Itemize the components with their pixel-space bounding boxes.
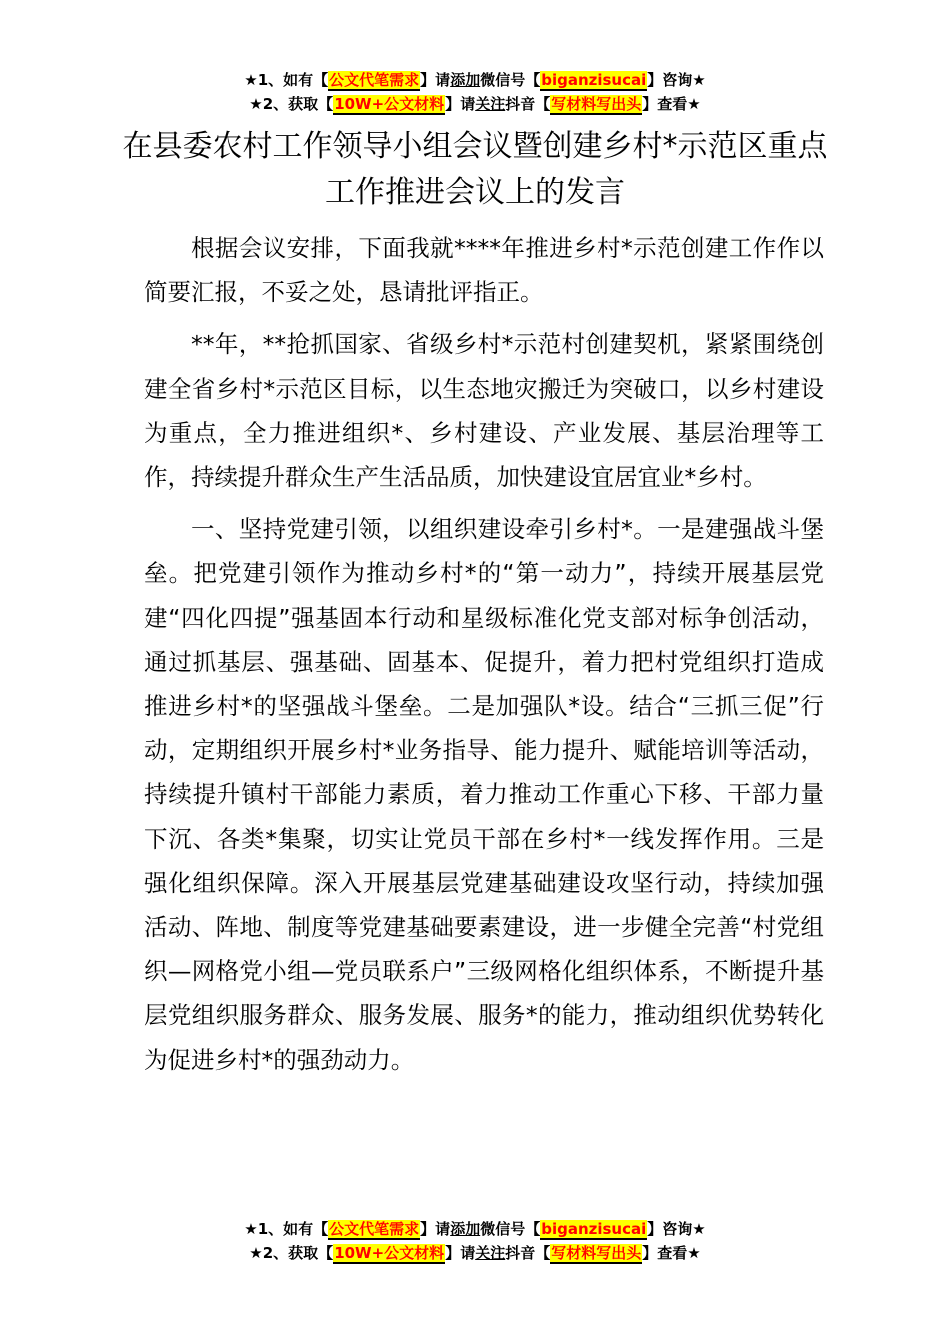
- paragraph-overview: **年，**抢抓国家、省级乡村*示范村创建契机，紧紧围绕创建全省乡村*示范区目标，以生态地灾搬迁为突破口，以乡村建设为重点，全力推进组织*、乡村建设、产业发展、基层治理等工作，持续提升群众生产生活品质，加快建设宜居宜业*乡村。: [144, 330, 824, 492]
- banner-line-1: ★1、如有【公文代笔需求】请添加微信号【biganzisucai】咨询★: [244, 1220, 706, 1238]
- document-title: 在县委农村工作领导小组会议暨创建乡村*示范区重点工作推进会议上的发言: [122, 129, 828, 210]
- banner-line-1: ★1、如有【公文代笔需求】请添加微信号【biganzisucai】咨询★: [244, 71, 706, 89]
- paragraph-intro: 根据会议安排，下面我就****年推进乡村*示范创建工作作以简要汇报，不妥之处，恳请批评指正。: [144, 234, 824, 307]
- banner-underlined-follow: 关注: [475, 95, 506, 113]
- document-body: [144, 226, 824, 1090]
- banner-highlight-materials: 10W+公文材料: [334, 95, 445, 113]
- paragraph-section-one: 一、坚持党建引领，以组织建设牵引乡村*。一是建强战斗堡垒。把党建引领作为推动乡村*的“第一动力”，持续开展基层党建“四化四提”强基固本行动和星级标准化党支部对标争创活动，通过抓基层、强基础、固基本、促提升，着力把村党组织打造成推进乡村*的坚强战斗堡垒。二是加强队*设。结合“三抓三促”行动，定期组织开展乡村*业务指导、能力提升、赋能培训等活动，持续提升镇村干部能力素质，着力推动工作重心下移、干部力量下沉、各类*集聚，切实让党员干部在乡村*一线发挥作用。三是强化组织保障。深入开展基层党建基础建设攻坚行动，持续加强活动、阵地、制度等党建基础要素建设，进一步健全完善“村党组织—网格党小组—党员联系户”三级网格化组织体系，不断提升基层党组织服务群众、服务发展、服务*的能力，推动组织优势转化为促进乡村*的强劲动力。: [144, 515, 824, 1074]
- banner-highlight-service: 公文代笔需求: [329, 1220, 420, 1238]
- banner-highlight-service: 公文代笔需求: [329, 71, 420, 89]
- banner-underlined-add: 添加: [450, 1220, 481, 1238]
- header-banner: [0, 68, 950, 116]
- banner-line-2: ★2、获取【10W+公文材料】请关注抖音【写材料写出头】查看★: [249, 95, 701, 113]
- banner-highlight-wechat-id: biganzisucai: [541, 1220, 647, 1238]
- banner-highlight-douyin: 写材料写出头: [551, 95, 642, 113]
- banner-highlight-materials: 10W+公文材料: [334, 1244, 445, 1262]
- banner-underlined-follow: 关注: [475, 1244, 506, 1262]
- banner-underlined-add: 添加: [450, 71, 481, 89]
- banner-highlight-douyin: 写材料写出头: [551, 1244, 642, 1262]
- banner-highlight-wechat-id: biganzisucai: [541, 71, 647, 89]
- footer-banner: [0, 1217, 950, 1265]
- banner-line-2: ★2、获取【10W+公文材料】请关注抖音【写材料写出头】查看★: [249, 1244, 701, 1262]
